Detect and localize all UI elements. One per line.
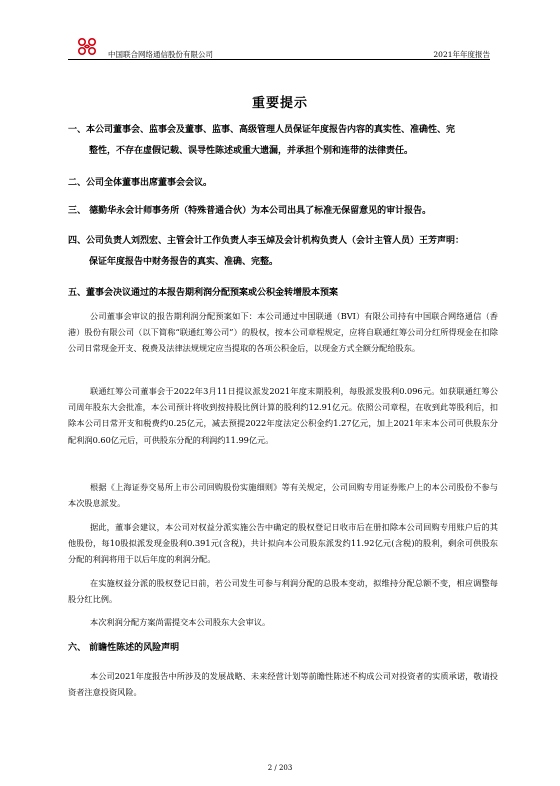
header-report-name: 2021年年度报告 — [433, 50, 490, 59]
notice-item-3-line1: 三、 德勤华永会计师事务所（特殊普通合伙）为本公司出具了标准无保留意见的审计报告。 — [68, 206, 432, 216]
notice-item-4-line2: 保证年度报告中财务报告的真实、准确、完整。 — [89, 257, 279, 267]
page-header — [68, 36, 490, 60]
notice-item-1-line2: 整性，不存在虚假记载、误导性陈述或重大遗漏，并承担个别和连带的法律责任。 — [89, 146, 414, 156]
notice-item-1 — [68, 120, 498, 162]
paragraph-share-change: 在实施权益分派的股权登记日前，若公司发生可参与利润分配的总股本变动，拟维持分配总额不变，相应调整每股分红比例。 — [68, 578, 498, 605]
notice-item-5-line1: 五、董事会决议通过的本报告期利润分配预案或公积金转增股本预案 — [68, 288, 339, 298]
paragraph-approval: 本次利润分配方案尚需提交本公司股东大会审议。 — [90, 617, 271, 627]
paragraph-forward-looking: 本公司2021年度报告中所涉及的发展战略、未来经营计划等前瞻性陈述不构成公司对投资者的实质承诺，敬请投资者注意投资风险。 — [68, 671, 498, 698]
notice-item-1-line1: 一、本公司董事会、监事会及董事、监事、高级管理人员保证年度报告内容的真实性、准确性、完 — [68, 125, 456, 135]
header-rule — [68, 59, 490, 60]
paragraph-distribution-plan: 公司董事会审议的报告期利润分配预案如下：本公司通过中国联通（BVI）有限公司持有中国联合网络通信（香港）股份有限公司（以下简称“联通红筹公司”）的股权，按本公司章程规定，应将自联通红筹公司分红所得现金在扣除公司日常现金开支、税费及法律法规规定应当提取的各项公积金后，以现金方式全额分配给股东。 — [68, 311, 498, 354]
notice-item-3 — [68, 201, 498, 222]
paragraph-dividend-details: 联通红筹公司董事会于2022年3月11日提议派发2021年度末期股利，每股派发股利0.096元。如获联通红筹公司周年股东大会批准，本公司预计将收到按持股比例计算的股利约12.91亿元。依照公司章程，在收到此等股利后，扣除本公司日常开支和税费约0.25亿元，减去预提2022年度法定公积金约1.27亿元，加上2021年末本公司可供股东分配利润0.60亿元后，可供股东分配的利润约11.99亿元。 — [68, 386, 498, 445]
paragraph-board-proposal: 据此，董事会建议，本公司对权益分派实施公告中确定的股权登记日收市后在册扣除本公司回购专用账户后的其他股份，每10股拟派发现金股利0.391元(含税)，共计拟向本公司股东派发约11.92亿元(含税)的股利，剩余可供股东分配的利润将用于以后年度的利润分配。 — [68, 522, 498, 565]
paragraph-repurchase-rules: 根据《上海证券交易所上市公司回购股份实施细则》等有关规定，公司回购专用证券账户上的本公司股份不参与本次股息派发。 — [68, 482, 498, 509]
notice-item-6-line1: 六、 前瞻性陈述的风险声明 — [68, 643, 180, 653]
notice-item-2-line1: 二、公司全体董事出席董事会会议。 — [68, 178, 213, 188]
page-number: 2 / 203 — [267, 764, 293, 772]
notice-item-6 — [68, 638, 498, 659]
page-title: 重要提示 — [251, 96, 308, 111]
notice-item-4 — [68, 231, 498, 273]
china-unicom-logo-icon — [74, 36, 100, 58]
notice-item-2 — [68, 173, 498, 194]
notice-item-4-line1: 四、公司负责人刘烈宏、主管会计工作负责人李玉焯及会计机构负责人（会计主管人员）王芳声明： — [68, 236, 465, 246]
header-company-name: 中国联合网络通信股份有限公司 — [108, 50, 213, 59]
notice-item-5 — [68, 283, 498, 304]
